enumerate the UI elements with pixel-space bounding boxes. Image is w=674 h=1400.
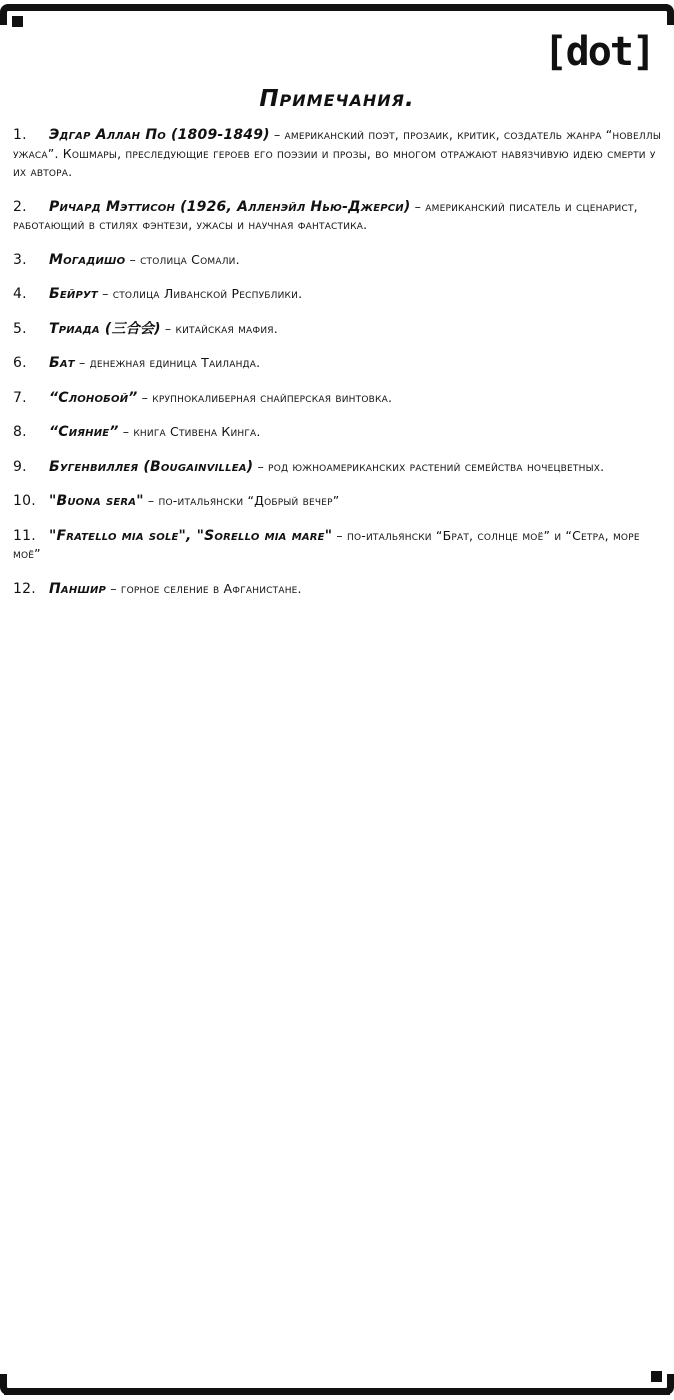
note-text: – книга Стивена Кинга. [118, 424, 261, 439]
note-number: 7. [13, 389, 27, 406]
frame-corner-top-right [659, 4, 674, 25]
note-number: 6. [13, 355, 27, 371]
note-text: – род южноамериканских растений семейства ночецветных. [253, 458, 605, 474]
corner-square-icon [651, 1371, 662, 1382]
note-item [13, 198, 661, 235]
note-term: Эдгар Аллан По (1809-1849) [49, 127, 270, 143]
note-text: – горное селение в Афганистане. [106, 580, 302, 596]
note-number: 11. [13, 527, 36, 544]
note-text: – по-итальянски “Добрый вечер” [143, 493, 340, 508]
note-text: – китайская мафия. [160, 320, 278, 336]
note-term: "Buona sera" [49, 493, 144, 509]
note-term: Бат [49, 355, 75, 371]
note-number: 1. [13, 127, 27, 143]
note-item [13, 285, 661, 304]
note-number: 8. [13, 424, 27, 440]
note-text: – столица Ливанской Республики. [97, 286, 303, 301]
frame-bottom-border [4, 1388, 670, 1395]
corner-square-icon [12, 16, 23, 27]
note-item [13, 458, 661, 477]
note-item [13, 251, 661, 270]
note-term: “Сияние” [49, 424, 119, 440]
frame-top-border [4, 4, 670, 11]
frame-corner-bottom-left [0, 1374, 15, 1395]
notes-list [13, 126, 661, 614]
note-term: Паншир [49, 580, 107, 597]
note-number: 12. [13, 580, 36, 597]
note-text: – американский писатель и сценарист, работающий в стилях фэнтези, ужасы и научная фантастика. [13, 198, 638, 232]
note-text: – денежная единица Таиланда. [74, 355, 261, 370]
note-item [13, 527, 661, 564]
note-number: 3. [13, 251, 27, 268]
note-number: 2. [13, 198, 27, 215]
note-item [13, 423, 661, 442]
note-number: 4. [13, 286, 27, 302]
note-text: – американский поэт, прозаик, критик, создатель жанра “новеллы ужаса”. Кошмары, преследующие героев его поэзии и прозы, во многом отражают навязчивую идею смерти у их автора. [13, 127, 661, 179]
note-item [13, 492, 661, 511]
note-item [13, 126, 661, 182]
note-term: “Слонобой” [49, 389, 138, 406]
note-number: 10. [13, 493, 36, 509]
note-term: Триада (三合会) [49, 320, 161, 337]
note-number: 9. [13, 458, 27, 475]
note-text: – крупнокалиберная снайперская винтовка. [137, 389, 393, 405]
note-term: "Fratello mia sole", "Sorello mia mare" [49, 527, 333, 544]
note-term: Могадишо [49, 251, 126, 268]
note-term: Бугенвиллея (Bougainvillea) [49, 458, 254, 475]
note-item [13, 580, 661, 599]
page-title: Примечания. [259, 86, 415, 112]
note-term: Бейрут [49, 286, 98, 302]
note-item [13, 389, 661, 408]
note-item [13, 320, 661, 339]
note-text: – столица Сомали. [125, 251, 240, 267]
note-term: Ричард Мэттисон (1926, Алленэйл Нью-Джерси) [49, 198, 411, 215]
note-number: 5. [13, 320, 27, 337]
note-item [13, 354, 661, 373]
dot-logo: [dot] [543, 29, 654, 75]
note-text: – по-итальянски “Брат, солнце моё” и “Сетра, море моё” [13, 527, 640, 561]
